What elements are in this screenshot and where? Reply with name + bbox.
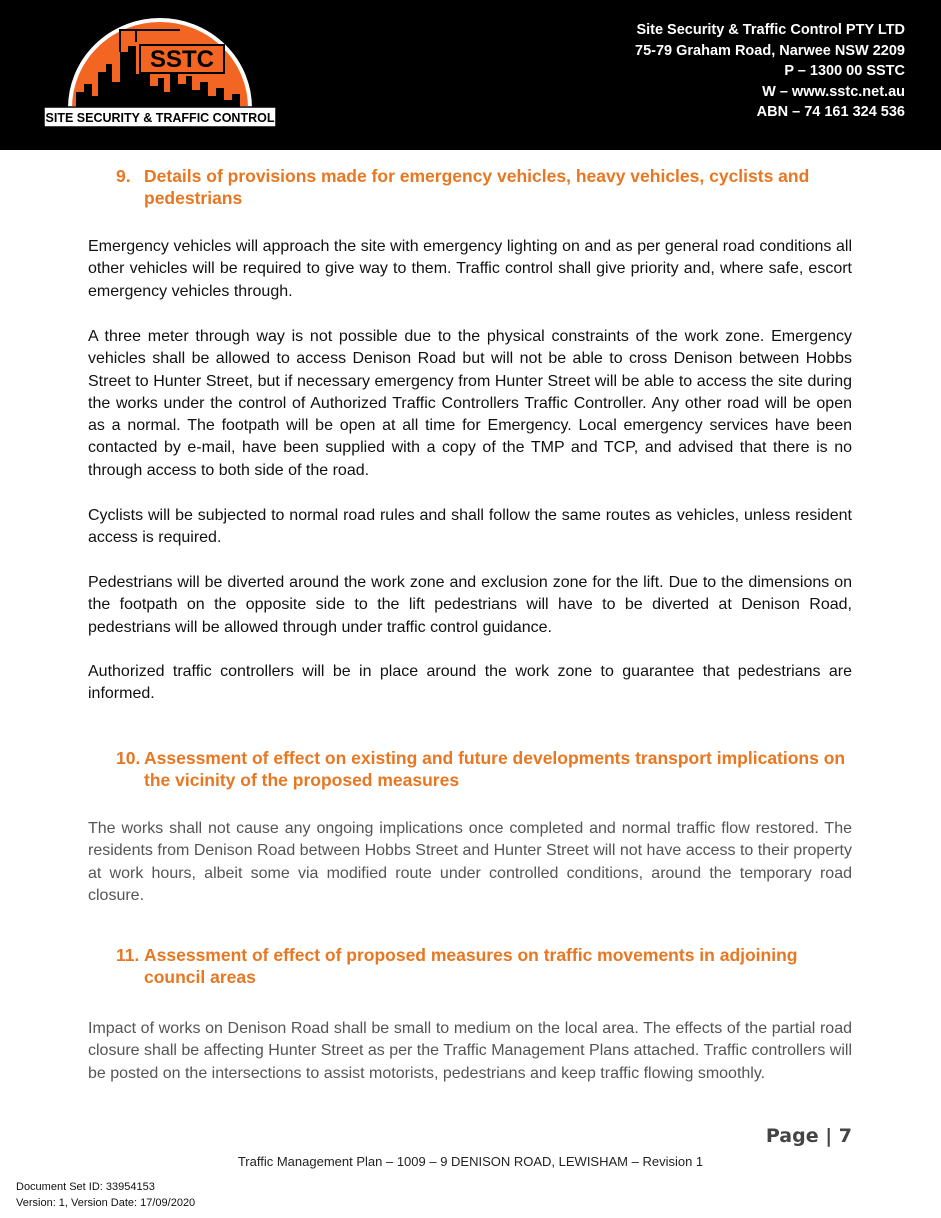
document-info [16, 1180, 195, 1211]
section-11-heading [116, 945, 856, 988]
company-address: 75-79 Graham Road, Narwee NSW 2209 [635, 42, 905, 59]
page-header [0, 0, 941, 150]
section-title: Assessment of effect on existing and future developments transport implications on the vicinity of the proposed measures [144, 748, 846, 790]
page-number: Page | 7 [765, 1125, 852, 1147]
document-set-id: Document Set ID: 33954153 [16, 1181, 155, 1193]
paragraph: The works shall not cause any ongoing implications once completed and normal traffic flow restored. The residents from Denison Road between Hobbs Street and Hunter Street will not have access to their property at work hours, albeit some via modified route under controlled conditions, around the temporary road closure. [88, 820, 852, 904]
paragraph: Impact of works on Denison Road shall be small to medium on the local area. The effects of the partial road closure shall be affecting Hunter Street as per the Traffic Management Plans attached. Traffic controllers will be posted on the intersections to assist motorists, pedestrians and keep traffic flowing smoothly. [88, 1020, 852, 1082]
company-abn: ABN – 74 161 324 536 [756, 104, 905, 120]
paragraph: Authorized traffic controllers will be in place around the work zone to guarantee that pedestrians are informed. [88, 663, 852, 703]
section-10-heading [116, 748, 856, 791]
paragraph: Emergency vehicles will approach the site with emergency lighting on and as per general road conditions all other vehicles will be required to give way to them. Traffic control shall give priority and, where safe, escort emergency vehicles through. [88, 238, 852, 300]
page-footer: Traffic Management Plan – 1009 – 9 DENISON ROAD, LEWISHAM – Revision 1 [237, 1154, 704, 1169]
company-name: Site Security & Traffic Control PTY LTD [636, 22, 905, 38]
section-number: 10. [116, 748, 141, 768]
company-phone: P – 1300 00 SSTC [784, 63, 905, 79]
paragraph: Pedestrians will be diverted around the work zone and exclusion zone for the lift. Due to the dimensions on the footpath on the opposite side to the lift pedestrians will have to be diverted at Denison Road, pedestrians will be allowed through under traffic control guidance. [88, 574, 852, 636]
section-number: 11. [116, 945, 140, 965]
company-website: W – www.sstc.net.au [762, 83, 905, 100]
company-details [635, 20, 905, 123]
paragraph: A three meter through way is not possible due to the physical constraints of the work zone. Emergency vehicles shall be allowed to access Denison Road but will not be able to cross Denison between Hobbs Street to Hunter Street, but if necessary emergency from Hunter Street will be able to access the site during the works under the control of Authorized Traffic Controllers Traffic Controller. Any other road will be open as a normal. The footpath will be open at all time for Emergency. Local emergency services have been contacted by e-mail, have been supplied with a copy of the TMP and TCP, and advised that there is no through access to both side of the road. [88, 328, 852, 479]
section-number: 9. [116, 166, 131, 186]
logo-text: SSTC [149, 46, 215, 73]
document-version: Version: 1, Version Date: 17/09/2020 [16, 1196, 196, 1209]
section-9-heading [116, 166, 856, 209]
section-title: Assessment of effect of proposed measures on traffic movements in adjoining council areas [144, 945, 798, 987]
sstc-logo [40, 12, 280, 132]
paragraph: Cyclists will be subjected to normal road rules and shall follow the same routes as vehicles, unless resident access is required. [88, 507, 852, 547]
section-title: Details of provisions made for emergency vehicles, heavy vehicles, cyclists and pedestrians [144, 166, 810, 208]
logo-banner-text: SITE SECURITY & TRAFFIC CONTROL [45, 111, 275, 125]
